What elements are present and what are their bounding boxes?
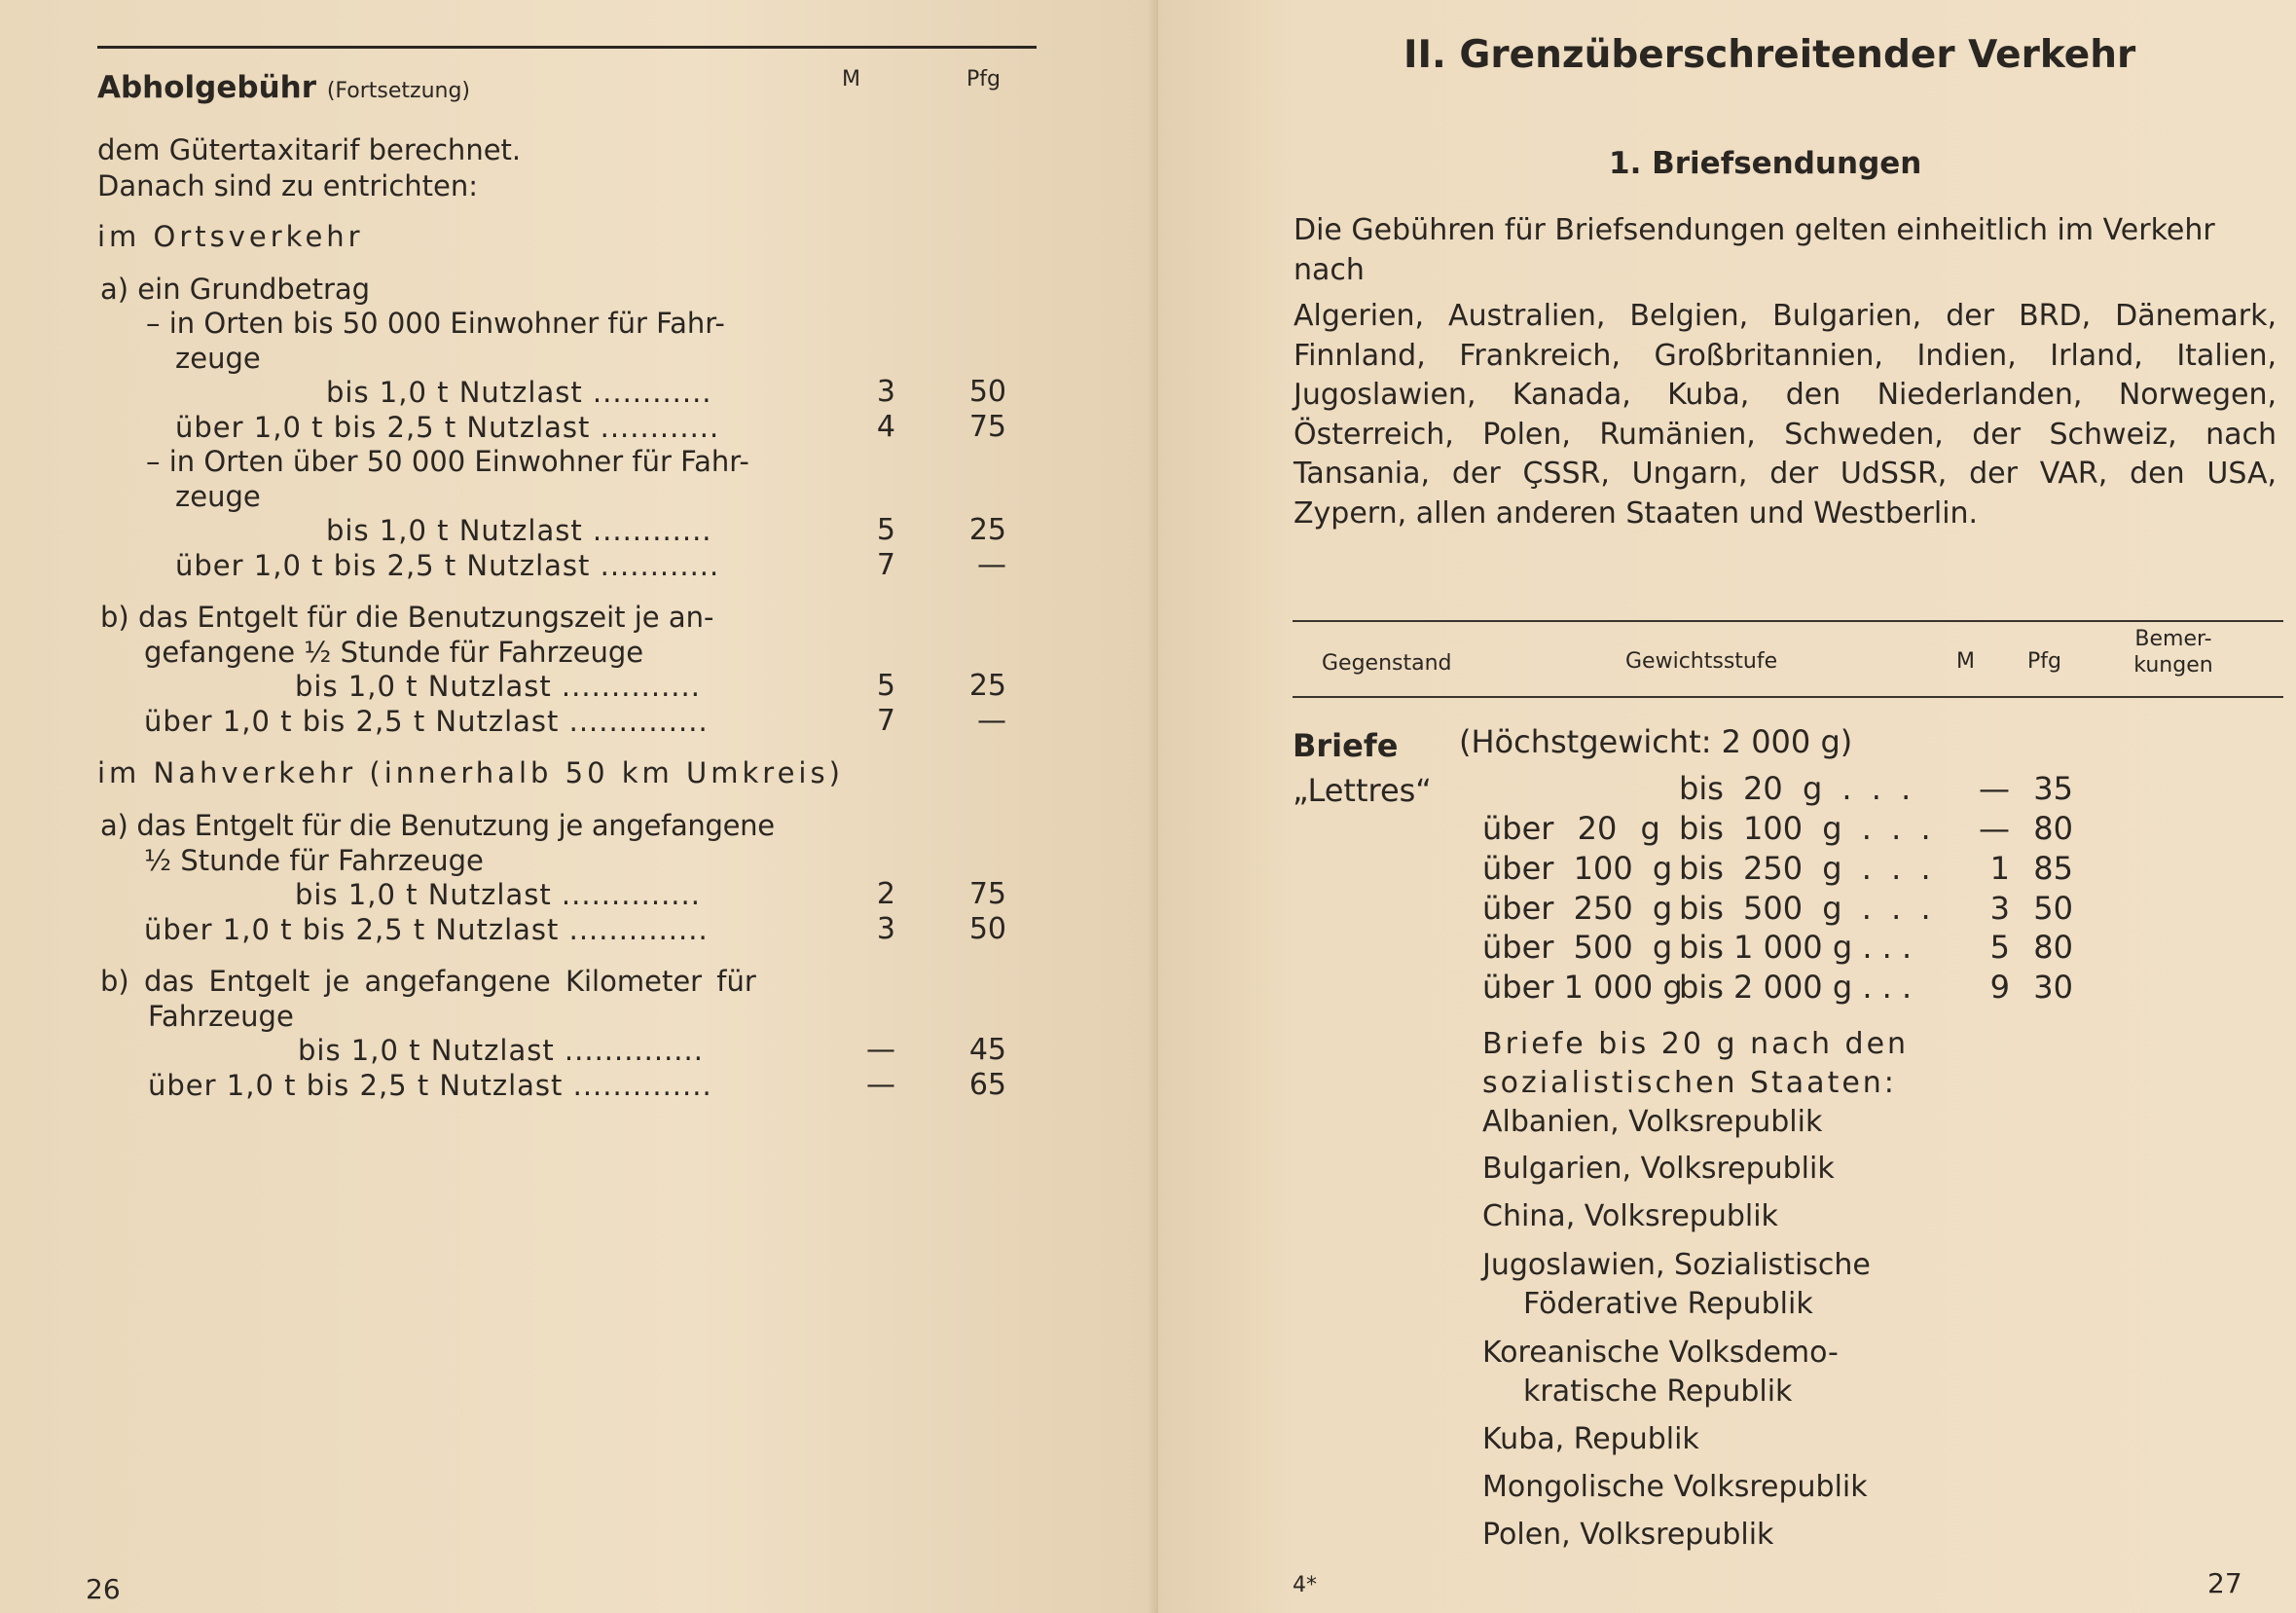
rate-row-pfg: 25 <box>968 513 1006 547</box>
rate-row-pfg: 65 <box>968 1068 1006 1102</box>
weight-to: bis 100 g . . . <box>1679 810 1931 847</box>
socialist-line2: sozialistischen Staaten: <box>1482 1066 1897 1100</box>
rate-row-pfg: 75 <box>968 877 1006 911</box>
rate-row-label: bis 1,0 t Nutzlast ............ <box>326 376 712 409</box>
state-item: Albanien, Volksrepublik <box>1482 1105 1823 1139</box>
b2-line2: Fahrzeuge <box>148 1000 294 1033</box>
intro-paragraph <box>1294 211 2267 290</box>
weight-m: 5 <box>1989 929 2010 966</box>
th-m: M <box>1956 649 1975 674</box>
weight-to: bis 20 g . . . <box>1679 770 1912 807</box>
rate-row-m: 3 <box>876 375 895 409</box>
country-line: Tansania, der ÇSSR, Ungarn, der UdSSR, der VAR, den USA, <box>1294 457 2277 491</box>
weight-m: 1 <box>1989 850 2010 887</box>
weight-pfg: 80 <box>2033 810 2073 847</box>
weight-pfg: 85 <box>2033 850 2073 887</box>
state-item: China, Volksrepublik <box>1482 1199 1778 1233</box>
country-list <box>1294 297 2277 533</box>
weight-m: 3 <box>1989 890 2010 927</box>
weight-from: über 1 000 g <box>1482 969 1683 1006</box>
rate-row-m: 2 <box>876 877 895 911</box>
rate-row-label: über 1,0 t bis 2,5 t Nutzlast ............ <box>175 411 720 444</box>
state-item: Mongolische Volksrepublik <box>1482 1470 1868 1504</box>
lettres-label: „Lettres“ <box>1293 772 1432 809</box>
th-gegenstand: Gegenstand <box>1322 651 1452 676</box>
rate-row-pfg: 50 <box>968 375 1006 409</box>
weight-from: über 100 g <box>1482 850 1673 887</box>
country-line: Zypern, allen anderen Staaten und Westberlin. <box>1294 495 1979 531</box>
rate-row-pfg: 45 <box>968 1033 1006 1067</box>
weight-to: bis 1 000 g . . . <box>1679 929 1913 966</box>
th-bemerkungen-line2: kungen <box>2133 653 2213 678</box>
a2-line2: ½ Stunde für Fahrzeuge <box>144 844 484 877</box>
th-bemerkungen <box>2125 626 2222 678</box>
section-heading: Abholgebühr (Fortsetzung) <box>97 70 471 105</box>
section-nahverkehr <box>97 755 844 790</box>
socialist-line1: Briefe bis 20 g nach den <box>1482 1027 1910 1061</box>
state-item-cont: kratische Republik <box>1523 1375 1793 1409</box>
state-item-cont: Föderative Republik <box>1523 1287 1813 1321</box>
weight-from: über 20 g <box>1482 810 1660 847</box>
weight-m: 9 <box>1989 969 2010 1006</box>
rate-row-m: — <box>866 1033 895 1067</box>
rate-row-pfg: — <box>977 548 1006 582</box>
rate-row-pfg: 50 <box>968 912 1006 946</box>
weight-pfg: 35 <box>2033 770 2073 807</box>
weight-m: — <box>1979 810 2010 847</box>
country-line: Österreich, Polen, Rumänien, Schweden, der Schweiz, nach <box>1294 417 2277 452</box>
rate-row-m: 4 <box>876 410 895 444</box>
rate-row-label: bis 1,0 t Nutzlast .............. <box>298 1034 704 1067</box>
th-gewichtsstufe: Gewichtsstufe <box>1625 649 1778 674</box>
heading-note: (Fortsetzung) <box>326 79 471 103</box>
rate-row-label: über 1,0 t bis 2,5 t Nutzlast ............ <box>175 549 720 582</box>
intro-line-1: Die Gebühren für Briefsendungen gelten einheitlich im Verkehr <box>1294 213 2215 247</box>
a2-line1: a) das Entgelt für die Benutzung je angefangene <box>100 809 775 842</box>
rate-row-m: 3 <box>876 912 895 946</box>
weight-pfg: 50 <box>2033 890 2073 927</box>
page-title: II. Grenzüberschreitender Verkehr <box>1403 33 2136 77</box>
section-ortsverkehr: im Ortsverkehr <box>97 220 364 253</box>
rate-row-pfg: 25 <box>968 669 1006 703</box>
state-item: Polen, Volksrepublik <box>1482 1518 1774 1552</box>
top-rule <box>97 46 1037 49</box>
state-item: Kuba, Republik <box>1482 1422 1699 1456</box>
table-header-rule <box>1293 696 2283 698</box>
country-line: Finnland, Frankreich, Großbritannien, Indien, Irland, Italien, <box>1294 338 2277 373</box>
a1-sub1-line2: zeuge <box>175 342 261 375</box>
nahverkehr-label: im Nahverkehr (innerhalb 50 km Umkreis) <box>97 756 844 789</box>
a1-sub2-line2: zeuge <box>175 480 261 513</box>
a1-sub2-line1: – in Orten über 50 000 Einwohner für Fahr- <box>146 445 749 478</box>
a1-sub1-line1: – in Orten bis 50 000 Einwohner für Fahr- <box>146 307 725 340</box>
country-line: Algerien, Australien, Belgien, Bulgarien, der BRD, Dänemark, <box>1294 299 2277 333</box>
weight-to: bis 2 000 g . . . <box>1679 969 1913 1006</box>
state-item: Jugoslawien, Sozialistische <box>1482 1248 1871 1282</box>
rate-row-label: über 1,0 t bis 2,5 t Nutzlast .............. <box>144 913 709 946</box>
rate-row-label: bis 1,0 t Nutzlast .............. <box>295 670 701 703</box>
section-subtitle: 1. Briefsendungen <box>1609 146 1922 181</box>
b1-line2: gefangene ½ Stunde für Fahrzeuge <box>144 636 644 669</box>
weight-from: über 500 g <box>1482 929 1673 966</box>
rate-row-pfg: 75 <box>968 410 1006 444</box>
briefe-label: Briefe <box>1293 727 1399 764</box>
weight-m: — <box>1979 770 2010 807</box>
col-header-pfg: Pfg <box>966 67 1001 92</box>
th-bemerkungen-line1: Bemer- <box>2134 627 2212 651</box>
b2-line1: b) das Entgelt je angefangene Kilometer für <box>100 965 756 998</box>
intro-line-2: Danach sind zu entrichten: <box>97 169 479 202</box>
rate-row-m: 7 <box>876 704 895 738</box>
right-page <box>1158 0 2296 1613</box>
state-item: Bulgarien, Volksrepublik <box>1482 1152 1835 1186</box>
weight-pfg: 80 <box>2033 929 2073 966</box>
briefe-note: (Höchstgewicht: 2 000 g) <box>1459 723 1853 760</box>
rate-row-label: über 1,0 t bis 2,5 t Nutzlast .............. <box>148 1069 712 1102</box>
rate-row-pfg: — <box>977 704 1006 738</box>
country-line: Jugoslawien, Kanada, Kuba, den Niederlanden, Norwegen, <box>1294 378 2277 412</box>
intro-line-2: nach <box>1294 252 1365 287</box>
rate-row-m: 7 <box>876 548 895 582</box>
weight-to: bis 500 g . . . <box>1679 890 1931 927</box>
signature-mark: 4* <box>1293 1573 1317 1597</box>
rate-row-m: 5 <box>876 669 895 703</box>
th-pfg: Pfg <box>2027 649 2061 674</box>
state-item: Koreanische Volksdemo- <box>1482 1336 1839 1370</box>
page-number-right: 27 <box>2207 1567 2242 1599</box>
a1-title: a) ein Grundbetrag <box>100 273 371 306</box>
b1-line1: b) das Entgelt für die Benutzungszeit je an- <box>100 601 714 634</box>
col-header-m: M <box>842 67 860 92</box>
table-top-rule <box>1293 620 2283 622</box>
intro-line-1: dem Gütertaxitarif berechnet. <box>97 133 522 166</box>
rate-row-label: über 1,0 t bis 2,5 t Nutzlast .............. <box>144 705 709 738</box>
weight-from: über 250 g <box>1482 890 1673 927</box>
rate-row-label: bis 1,0 t Nutzlast ............ <box>326 514 712 547</box>
page-number-left: 26 <box>86 1573 121 1605</box>
rate-row-label: bis 1,0 t Nutzlast .............. <box>295 878 701 911</box>
rate-row-m: 5 <box>876 513 895 547</box>
rate-row-m: — <box>866 1068 895 1102</box>
weight-pfg: 30 <box>2033 969 2073 1006</box>
weight-to: bis 250 g . . . <box>1679 850 1931 887</box>
